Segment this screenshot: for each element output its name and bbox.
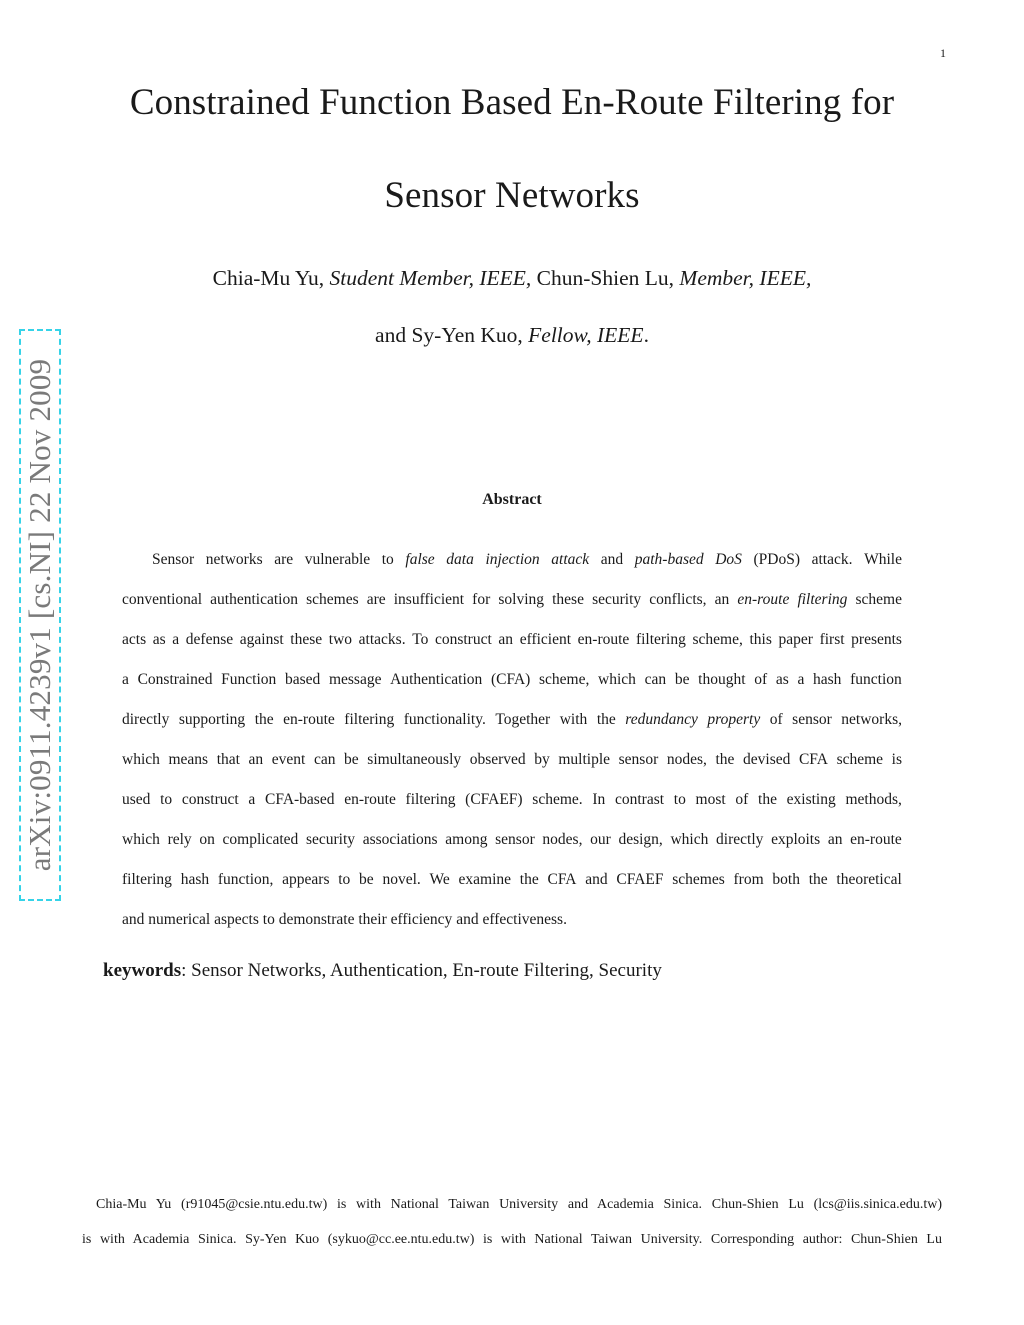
abstract-word: event xyxy=(271,751,306,768)
abstract-word: filtering xyxy=(405,791,456,808)
abstract-word: which xyxy=(598,671,636,688)
abstract-word: be xyxy=(359,871,374,888)
keywords-list: : Sensor Networks, Authentication, En-route Filtering, Security xyxy=(181,960,662,981)
abstract-word: hash xyxy=(813,671,842,688)
abstract-word: attack. xyxy=(811,551,853,568)
abstract-word: these xyxy=(290,631,323,648)
abstract-word: observed xyxy=(469,751,526,768)
abstract-word: complicated xyxy=(222,831,299,848)
arxiv-identifier-text: arXiv:0911.4239v1 [cs.NI] 22 Nov 2009 xyxy=(22,358,57,872)
abstract-word: effectiveness. xyxy=(482,911,567,928)
abstract-word: a xyxy=(172,631,180,648)
abstract-word: scheme xyxy=(855,591,902,608)
abstract-word: defense xyxy=(185,631,234,648)
paper-title-line-1: Constrained Function Based En-Route Filtering for xyxy=(129,82,895,123)
abstract-word: a xyxy=(122,671,129,688)
abstract-word: which xyxy=(670,831,709,848)
abstract-word: solving xyxy=(498,591,545,608)
abstract-word: DoS xyxy=(715,551,742,568)
abstract-word: presents xyxy=(851,631,902,648)
abstract-word: (PDoS) xyxy=(753,551,801,568)
abstract-word: efficient xyxy=(519,631,572,648)
abstract-word: Together xyxy=(495,711,551,728)
arxiv-identifier-stamp[interactable] xyxy=(19,329,61,901)
abstract-word: and xyxy=(456,911,479,928)
abstract-word: thought xyxy=(698,671,746,688)
abstract-word: means xyxy=(168,751,209,768)
abstract-word: functionality. xyxy=(403,711,486,728)
author-membership: Fellow, IEEE xyxy=(528,323,644,347)
abstract-word: en-route xyxy=(577,631,630,648)
abstract-word: our xyxy=(590,831,611,848)
abstract-line xyxy=(122,660,902,700)
abstract-word: construct xyxy=(181,791,239,808)
author-name: and Sy-Yen Kuo, xyxy=(375,323,523,347)
author-name: Chia-Mu Yu, xyxy=(212,266,325,290)
abstract-word: en-route xyxy=(344,791,396,808)
abstract-word: theoretical xyxy=(836,871,902,888)
abstract-word: conflicts, xyxy=(649,591,707,608)
abstract-word: Function xyxy=(221,671,277,688)
abstract-word: can xyxy=(313,751,336,768)
abstract-word: nodes, xyxy=(542,831,583,848)
abstract-line xyxy=(122,820,902,860)
abstract-word: conventional xyxy=(122,591,203,608)
abstract-word: based xyxy=(284,671,321,688)
abstract-word: that xyxy=(216,751,240,768)
abstract-word: schemes xyxy=(672,871,725,888)
abstract-word: rely xyxy=(167,831,192,848)
abstract-word: function xyxy=(850,671,902,688)
abstract-word: en-route xyxy=(737,591,790,608)
abstract-word: for xyxy=(472,591,491,608)
keywords-line xyxy=(103,958,923,984)
abstract-word: Sensor xyxy=(152,551,195,568)
abstract-word: these xyxy=(552,591,584,608)
abstract-word: en-route xyxy=(283,711,335,728)
abstract-word: the xyxy=(596,711,616,728)
abstract-word: to xyxy=(160,791,173,808)
abstract-word: an xyxy=(714,591,730,608)
abstract-word: supporting xyxy=(178,711,246,728)
abstract-word: which xyxy=(122,831,160,848)
abstract-word: directly xyxy=(122,711,170,728)
abstract-word: efficiency xyxy=(390,911,453,928)
abstract-word: nodes, xyxy=(666,751,707,768)
abstract-word: contrast xyxy=(614,791,665,808)
abstract-word: paper xyxy=(778,631,813,648)
page-number: 1 xyxy=(940,46,946,60)
abstract-word: numerical xyxy=(148,911,211,928)
abstract-line xyxy=(122,700,902,740)
abstract-word: demonstrate xyxy=(278,911,355,928)
abstract-line xyxy=(122,900,902,940)
abstract-word: the xyxy=(715,751,735,768)
abstract-word: We xyxy=(429,871,450,888)
abstract-word: and xyxy=(585,871,608,888)
abstract-word: most xyxy=(695,791,726,808)
abstract-line xyxy=(122,580,902,620)
abstract-word: an xyxy=(827,831,843,848)
abstract-word: to xyxy=(338,871,351,888)
abstract-word: this xyxy=(749,631,772,648)
abstract-word: existing xyxy=(786,791,836,808)
abstract-word: and xyxy=(600,551,624,568)
abstract-word: attacks. xyxy=(358,631,406,648)
abstract-line xyxy=(122,620,902,660)
abstract-word: which xyxy=(122,751,160,768)
abstract-heading: Abstract xyxy=(482,491,542,508)
abstract-word: examine xyxy=(458,871,512,888)
abstract-word: schemes xyxy=(306,591,359,608)
author-line-period: . xyxy=(643,323,649,347)
abstract-word: two xyxy=(328,631,353,648)
abstract-word: first xyxy=(819,631,845,648)
abstract-word: CFAEF xyxy=(616,871,664,888)
abstract-word: acts xyxy=(122,631,147,648)
abstract-word: filtering xyxy=(122,871,172,888)
abstract-word: of xyxy=(754,671,768,688)
abstract-word: as xyxy=(152,631,166,648)
abstract-word: a xyxy=(797,671,805,688)
abstract-word: exploits xyxy=(771,831,821,848)
abstract-word: filtering xyxy=(635,631,686,648)
abstract-word: associations xyxy=(362,831,438,848)
author-line-1 xyxy=(0,265,1024,291)
abstract-word: filtering xyxy=(344,711,395,728)
abstract-word: security xyxy=(592,591,642,608)
abstract-word: an xyxy=(248,751,264,768)
paper-title-line-2: Sensor Networks xyxy=(384,175,640,216)
abstract-word: is xyxy=(891,751,902,768)
author-affiliation-footnote-line-1: Chia-Mu Yu (r91045@csie.ntu.edu.tw) is with National Taiwan University and Academia Sinica. Chun-Shien Lu (lcs@iis.sinica.edu.tw) xyxy=(96,1197,942,1212)
abstract-word: authentication xyxy=(210,591,298,608)
abstract-word: scheme. xyxy=(532,791,583,808)
abstract-word: (CFAEF) xyxy=(465,791,523,808)
abstract-word: insufficient xyxy=(393,591,465,608)
author-name: Chun-Shien Lu, xyxy=(536,266,675,290)
abstract-word: devised xyxy=(743,751,791,768)
author-line-2 xyxy=(0,322,1024,348)
abstract-word: redundancy xyxy=(625,711,698,728)
abstract-body xyxy=(122,540,902,940)
author-affiliation-footnote-line-2: is with Academia Sinica. Sy-Yen Kuo (sykuo@cc.ee.ntu.edu.tw) is with National Taiwan University. Corresponding author: Chun-Shien Lu xyxy=(82,1232,942,1247)
abstract-word: multiple xyxy=(558,751,611,768)
author-membership: Student Member, IEEE, xyxy=(329,266,532,290)
abstract-word: a xyxy=(248,791,256,808)
abstract-word: CFA xyxy=(547,871,577,888)
abstract-word: simultaneously xyxy=(367,751,462,768)
abstract-word: directly xyxy=(716,831,764,848)
abstract-word: attack xyxy=(551,551,590,568)
abstract-word: their xyxy=(358,911,387,928)
abstract-word: hash xyxy=(180,871,210,888)
abstract-word: construct xyxy=(434,631,492,648)
abstract-word: both xyxy=(772,871,800,888)
abstract-word: To xyxy=(412,631,429,648)
abstract-word: vulnerable xyxy=(304,551,371,568)
abstract-word: path-based xyxy=(634,551,704,568)
abstract-word: false xyxy=(405,551,435,568)
abstract-word: While xyxy=(864,551,902,568)
keywords-label: keywords xyxy=(103,960,182,981)
abstract-word: be xyxy=(344,751,359,768)
abstract-word: function, xyxy=(217,871,274,888)
abstract-word: sensor xyxy=(618,751,659,768)
abstract-line xyxy=(122,540,902,580)
abstract-word: CFA-based xyxy=(265,791,335,808)
abstract-word: filtering xyxy=(797,591,848,608)
abstract-word: Authentication xyxy=(390,671,483,688)
abstract-word: among xyxy=(445,831,488,848)
abstract-word: the xyxy=(808,871,828,888)
abstract-line xyxy=(122,740,902,780)
abstract-word: as xyxy=(775,671,789,688)
abstract-word: scheme, xyxy=(539,671,590,688)
abstract-word: are xyxy=(274,551,294,568)
abstract-word: CFA xyxy=(798,751,828,768)
abstract-word: to xyxy=(673,791,686,808)
abstract-word: of xyxy=(769,711,783,728)
abstract-word: the xyxy=(519,871,539,888)
abstract-word: property xyxy=(707,711,761,728)
abstract-word: from xyxy=(733,871,764,888)
abstract-word: be xyxy=(674,671,690,688)
abstract-word: of xyxy=(735,791,749,808)
abstract-word: scheme xyxy=(836,751,884,768)
abstract-word: injection xyxy=(485,551,540,568)
abstract-word: networks, xyxy=(841,711,902,728)
abstract-word: to xyxy=(381,551,394,568)
abstract-word: Constrained xyxy=(137,671,213,688)
abstract-word: sensor xyxy=(792,711,832,728)
abstract-word: scheme, xyxy=(692,631,743,648)
abstract-word: aspects xyxy=(214,911,259,928)
abstract-word: are xyxy=(366,591,386,608)
abstract-word: and xyxy=(122,911,145,928)
abstract-word: methods, xyxy=(845,791,902,808)
abstract-word: en-route xyxy=(850,831,902,848)
abstract-word: appears xyxy=(282,871,330,888)
abstract-word: data xyxy=(446,551,474,568)
abstract-word: security xyxy=(305,831,356,848)
author-membership: Member, IEEE, xyxy=(679,266,812,290)
abstract-word: (CFA) xyxy=(490,671,531,688)
abstract-word: to xyxy=(262,911,275,928)
abstract-word: the xyxy=(254,711,274,728)
abstract-word: sensor xyxy=(495,831,535,848)
abstract-word: by xyxy=(534,751,550,768)
abstract-line xyxy=(122,780,902,820)
abstract-word: on xyxy=(199,831,215,848)
abstract-word: with xyxy=(559,711,588,728)
abstract-word: design, xyxy=(618,831,663,848)
abstract-word: the xyxy=(758,791,777,808)
abstract-word: novel. xyxy=(382,871,421,888)
abstract-word: can xyxy=(644,671,667,688)
abstract-line xyxy=(122,860,902,900)
abstract-word: networks xyxy=(205,551,263,568)
abstract-word: against xyxy=(239,631,284,648)
abstract-word: message xyxy=(328,671,382,688)
abstract-word: used xyxy=(122,791,151,808)
abstract-word: an xyxy=(498,631,514,648)
abstract-word: In xyxy=(592,791,606,808)
